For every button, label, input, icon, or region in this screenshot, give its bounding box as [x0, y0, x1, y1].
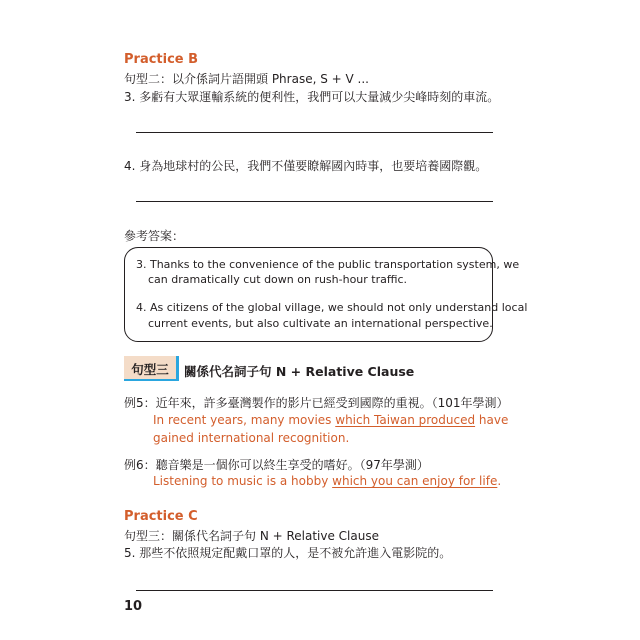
example-6-chinese: 例6：聽音樂是一個你可以終生享受的嗜好。（97年學測）	[124, 458, 429, 472]
relative-clause-underline-5: which Taiwan produced	[335, 413, 476, 427]
pattern-tag-accent	[176, 356, 179, 381]
question-4: 4. 身為地球村的公民，我們不僅要瞭解國內時事，也要培養國際觀。	[124, 159, 488, 173]
relative-clause-underline-6: which you can enjoy for life	[332, 474, 498, 488]
pattern-tag: 句型三	[124, 356, 176, 381]
example-5-chinese: 例5：近年來，許多臺灣製作的影片已經受到國際的重視。（101年學測）	[124, 396, 509, 410]
answer-4-line-2: current events, but also cultivate an international perspective.	[148, 317, 493, 330]
practice-c-heading: Practice C	[124, 509, 198, 524]
answer-3-line-2: can dramatically cut down on rush-hour traffic.	[148, 273, 408, 286]
answer-line-3	[136, 132, 493, 133]
question-3: 3. 多虧有大眾運輸系統的便利性，我們可以大量減少尖峰時刻的車流。	[124, 90, 500, 104]
pattern-title: 關係代名詞子句 N + Relative Clause	[184, 364, 415, 379]
answer-line-4	[136, 201, 493, 202]
answers-label: 參考答案：	[124, 229, 185, 243]
pattern-tag-underline	[124, 379, 179, 381]
answer-line-5	[136, 590, 493, 591]
question-5: 5. 那些不依照規定配戴口罩的人，是不被允許進入電影院的。	[124, 546, 452, 560]
practice-b-pattern: 句型二：以介係詞片語開頭 Phrase, S + V ...	[124, 72, 369, 86]
example-6-english: Listening to music is a hobby which you can enjoy for life.	[153, 474, 502, 488]
page-number: 10	[124, 599, 143, 614]
practice-c-pattern: 句型三：關係代名詞子句 N + Relative Clause	[124, 529, 379, 543]
answer-4-line-1: 4. As citizens of the global village, we should not only understand local	[136, 301, 528, 314]
practice-b-heading: Practice B	[124, 52, 199, 67]
example-5-english-line-1: In recent years, many movies which Taiwan produced have	[153, 413, 509, 427]
example-5-english-line-2: gained international recognition.	[153, 431, 350, 445]
answer-3-line-1: 3. Thanks to the convenience of the public transportation system, we	[136, 258, 520, 271]
